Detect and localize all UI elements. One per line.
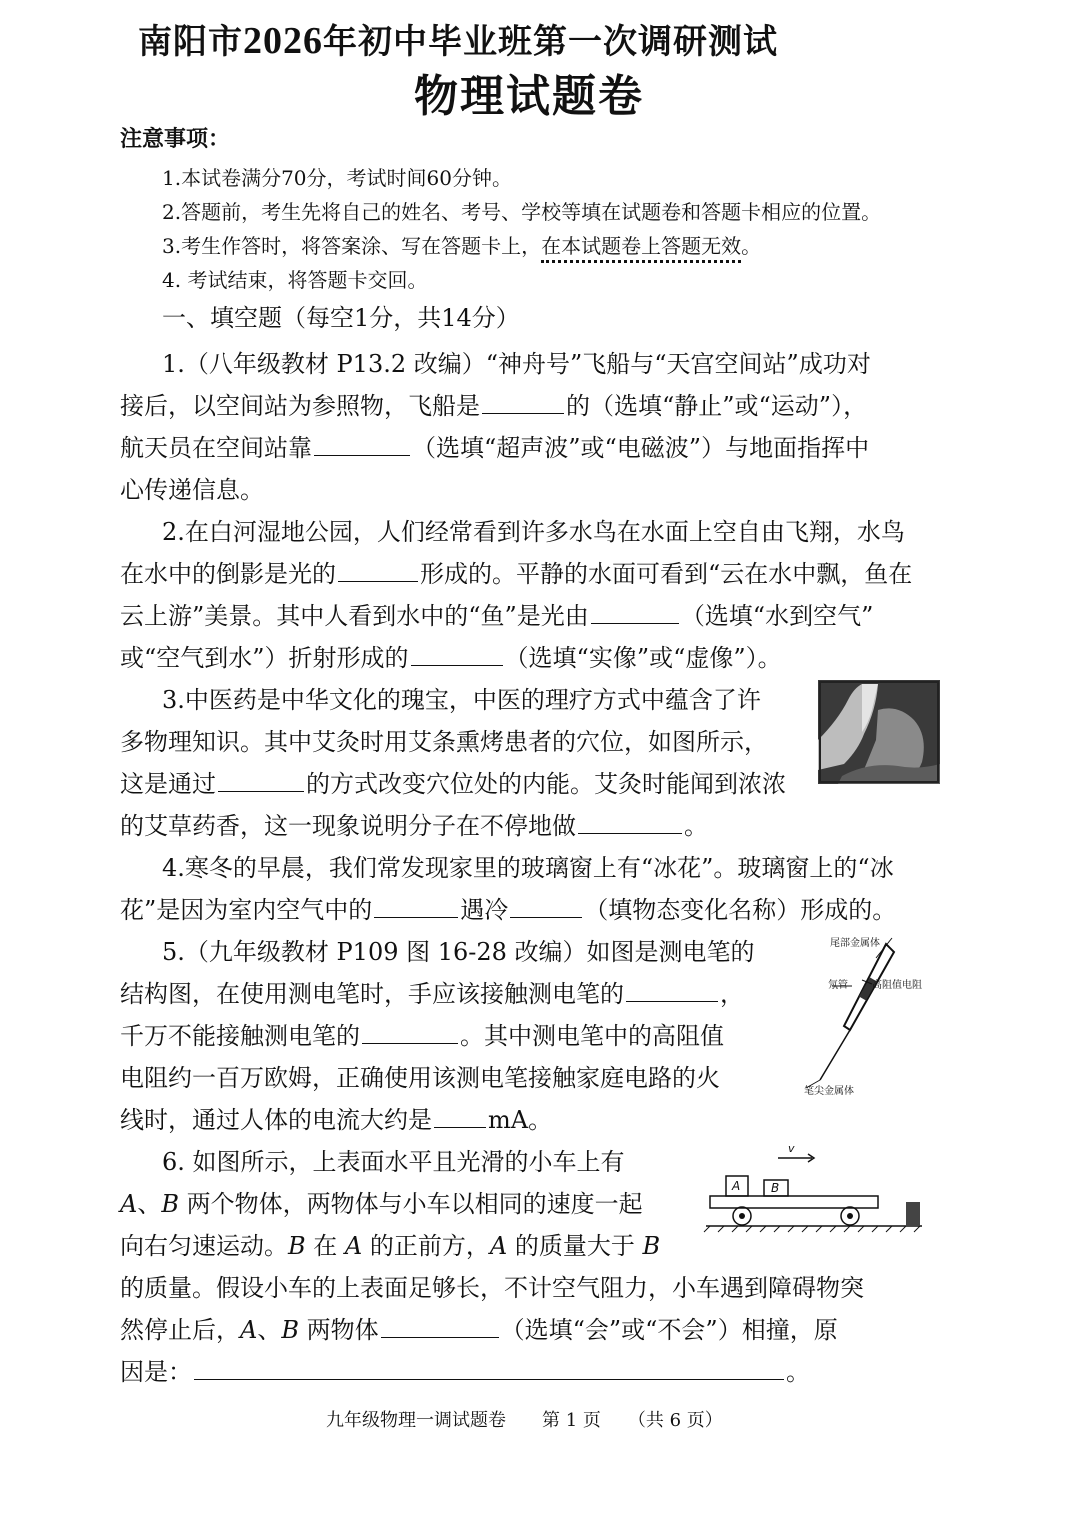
answer-blank[interactable] <box>411 643 503 666</box>
cart-figure <box>700 1140 930 1240</box>
q6-line5-d: B <box>281 1316 299 1344</box>
q6-line5-a: 然停止后， <box>120 1316 240 1344</box>
q5-line3-a: 千万不能接触测电笔的 <box>120 1022 360 1050</box>
q5-line5-a: 线时，通过人体的电流大约是 <box>120 1106 432 1134</box>
notice-item-1: 1.本试卷满分70分，考试时间60分钟。 <box>162 166 512 190</box>
q6-line6-b: 。 <box>786 1358 810 1386</box>
q6-line3-a: 向右匀速运动。 <box>120 1232 288 1260</box>
q6-line6-a: 因是： <box>120 1358 192 1386</box>
q3-line2: 多物理知识。其中艾灸时用艾条熏烤患者的穴位，如图所示， <box>120 728 768 756</box>
q6-line3-h: B <box>642 1232 661 1260</box>
q2-line4-a: 或“空气到水”）折射形成的 <box>120 644 409 672</box>
notice-item-2: 2.答题前，考生先将自己的姓名、考号、学校等填在试题卷和答题卡相应的位置。 <box>162 200 882 224</box>
answer-blank[interactable] <box>218 769 304 792</box>
q6-line4: 的质量。假设小车的上表面足够长，不计空气阻力，小车遇到障碍物突 <box>120 1274 864 1302</box>
q2-line1: 2.在白河湿地公园，人们经常看到许多水鸟在水面上空自由飞翔，水鸟 <box>162 518 905 546</box>
q3-line4-b: 。 <box>684 812 708 840</box>
q6-line2-b: 、 <box>137 1190 162 1218</box>
q6-line5-e: 两物体 <box>298 1316 379 1344</box>
title-rest: 年初中毕业班第一次调研测试 <box>323 22 778 62</box>
q6-line3-e: 的正前方， <box>362 1232 490 1260</box>
q1-line4: 心传递信息。 <box>120 476 264 504</box>
title-year: 2026 <box>243 20 323 62</box>
q6-line5-c: 、 <box>257 1316 282 1344</box>
q3-line3-a: 这是通过 <box>120 770 216 798</box>
q1-line1: 1.（八年级教材 P13.2 改编）“神舟号”飞船与“天宫空间站”成功对 <box>162 350 871 378</box>
q3-line4-a: 的艾草药香，这一现象说明分子在不停地做 <box>120 812 576 840</box>
q6-line5-f: （选填“会”或“不会”）相撞，原 <box>500 1316 838 1344</box>
q6-line5-b: A <box>240 1316 258 1344</box>
q6-line2-a: A <box>120 1190 138 1218</box>
q6-line5 <box>120 1310 838 1345</box>
answer-blank[interactable] <box>591 601 679 624</box>
exam-title-line1 <box>138 14 778 63</box>
q5-line2-b: ， <box>720 980 744 1008</box>
answer-blank[interactable] <box>510 895 582 918</box>
q3-line3 <box>120 764 786 799</box>
q2-line2-b: 形成的。平静的水面可看到“云在水中飘，鱼在 <box>420 560 913 588</box>
title-city: 南阳市 <box>138 22 243 62</box>
q4-line2 <box>120 890 896 925</box>
q2-line3-b: （选填“水到空气” <box>680 602 874 630</box>
q4-line2-c: （填物态变化名称）形成的。 <box>584 896 897 924</box>
q4-line2-b: 遇冷 <box>460 896 509 924</box>
q3-line3-b: 的方式改变穴位处的内能。艾灸时能闻到浓浓 <box>306 770 786 798</box>
q6-line2 <box>120 1184 643 1219</box>
q6-line3-c: 在 <box>305 1232 345 1260</box>
exam-title-line2: 物理试题卷 <box>414 71 644 122</box>
q6-line3-f: A <box>489 1232 508 1260</box>
q2-line3 <box>120 596 873 631</box>
q5-line2 <box>120 974 744 1009</box>
q5-line5-b: mA。 <box>488 1106 553 1134</box>
q3-line4 <box>120 806 708 841</box>
notice-item-4: 4. 考试结束，将答题卡交回。 <box>162 268 428 292</box>
answer-blank[interactable] <box>314 433 410 456</box>
q5-line2-a: 结构图，在使用测电笔时，手应该接触测电笔的 <box>120 980 624 1008</box>
block-b-label: B <box>771 1181 780 1195</box>
answer-blank[interactable] <box>381 1315 499 1338</box>
q6-line6 <box>120 1352 810 1387</box>
answer-blank[interactable] <box>194 1357 784 1380</box>
q5-line5 <box>120 1100 552 1135</box>
q6-line3-b: B <box>288 1232 306 1260</box>
label-neon-tube: 氖管 <box>828 980 848 991</box>
answer-blank[interactable] <box>374 895 458 918</box>
q6-line2-c: B <box>161 1190 179 1218</box>
q5-line4: 电阻约一百万欧姆，正确使用该测电笔接触家庭电路的火 <box>120 1064 720 1092</box>
q2-line2 <box>120 554 912 589</box>
label-tail-metal: 尾部金属体 <box>830 938 880 949</box>
q2-line3-a: 云上游”美景。其中人看到水中的“鱼”是光由 <box>120 602 589 630</box>
notice-heading: 注意事项： <box>120 126 231 152</box>
notice-item-3 <box>162 230 761 259</box>
page-footer: 九年级物理一调试题卷 第 1 页 （共 6 页） <box>326 1410 723 1431</box>
answer-blank[interactable] <box>362 1021 458 1044</box>
moxibustion-photo <box>818 680 940 784</box>
q6-line3-g: 的质量大于 <box>507 1232 643 1260</box>
q1-line2-b: 的（选填“静止”或“运动”）， <box>566 392 868 420</box>
q4-line1: 4.寒冬的早晨，我们常发现家里的玻璃窗上有“冰花”。玻璃窗上的“冰 <box>162 854 894 882</box>
test-pen-drawing <box>790 930 940 1100</box>
label-tip-metal: 笔尖金属体 <box>804 1086 854 1097</box>
q1-line2 <box>120 386 867 421</box>
answer-blank[interactable] <box>626 979 718 1002</box>
block-a-label: A <box>732 1179 741 1193</box>
q2-line2-a: 在水中的倒影是光的 <box>120 560 336 588</box>
q5-line3 <box>120 1016 724 1051</box>
answer-blank[interactable] <box>482 391 564 414</box>
q1-line3-a: 航天员在空间站靠 <box>120 434 312 462</box>
q6-line1: 6. 如图所示，上表面水平且光滑的小车上有 <box>162 1148 625 1176</box>
notice-item-3-c: 。 <box>741 234 762 258</box>
q2-line4 <box>120 638 782 673</box>
test-pen-figure <box>790 930 940 1100</box>
q6-line2-d: 两个物体，两物体与小车以相同的速度一起 <box>178 1190 643 1218</box>
section-1-title: 一、填空题（每空1分，共14分） <box>162 304 520 332</box>
q2-line4-b: （选填“实像”或“虚像”）。 <box>504 644 782 672</box>
q4-line2-a: 花”是因为室内空气中的 <box>120 896 373 924</box>
q6-line3-d: A <box>344 1232 363 1260</box>
q5-line3-b: 。其中测电笔中的高阻值 <box>460 1022 724 1050</box>
answer-blank[interactable] <box>434 1105 486 1128</box>
q3-line1: 3.中医药是中华文化的瑰宝，中医的理疗方式中蕴含了许 <box>162 686 761 714</box>
velocity-label: v <box>788 1142 795 1155</box>
label-high-resistor: 高阻值电阻 <box>872 980 922 991</box>
q1-line2-a: 接后，以空间站为参照物，飞船是 <box>120 392 480 420</box>
q5-line1: 5.（九年级教材 P109 图 16-28 改编）如图是测电笔的 <box>162 938 755 966</box>
notice-item-3-emphasis: 在本试题卷上答题无效 <box>541 234 741 263</box>
notice-item-3-a: 3.考生作答时，将答案涂、写在答题卡上， <box>162 234 542 258</box>
q1-line3-b: （选填“超声波”或“电磁波”）与地面指挥中 <box>412 434 870 462</box>
q1-line3 <box>120 428 869 463</box>
answer-blank[interactable] <box>578 811 682 834</box>
answer-blank[interactable] <box>338 559 418 582</box>
q6-line3 <box>120 1226 660 1261</box>
